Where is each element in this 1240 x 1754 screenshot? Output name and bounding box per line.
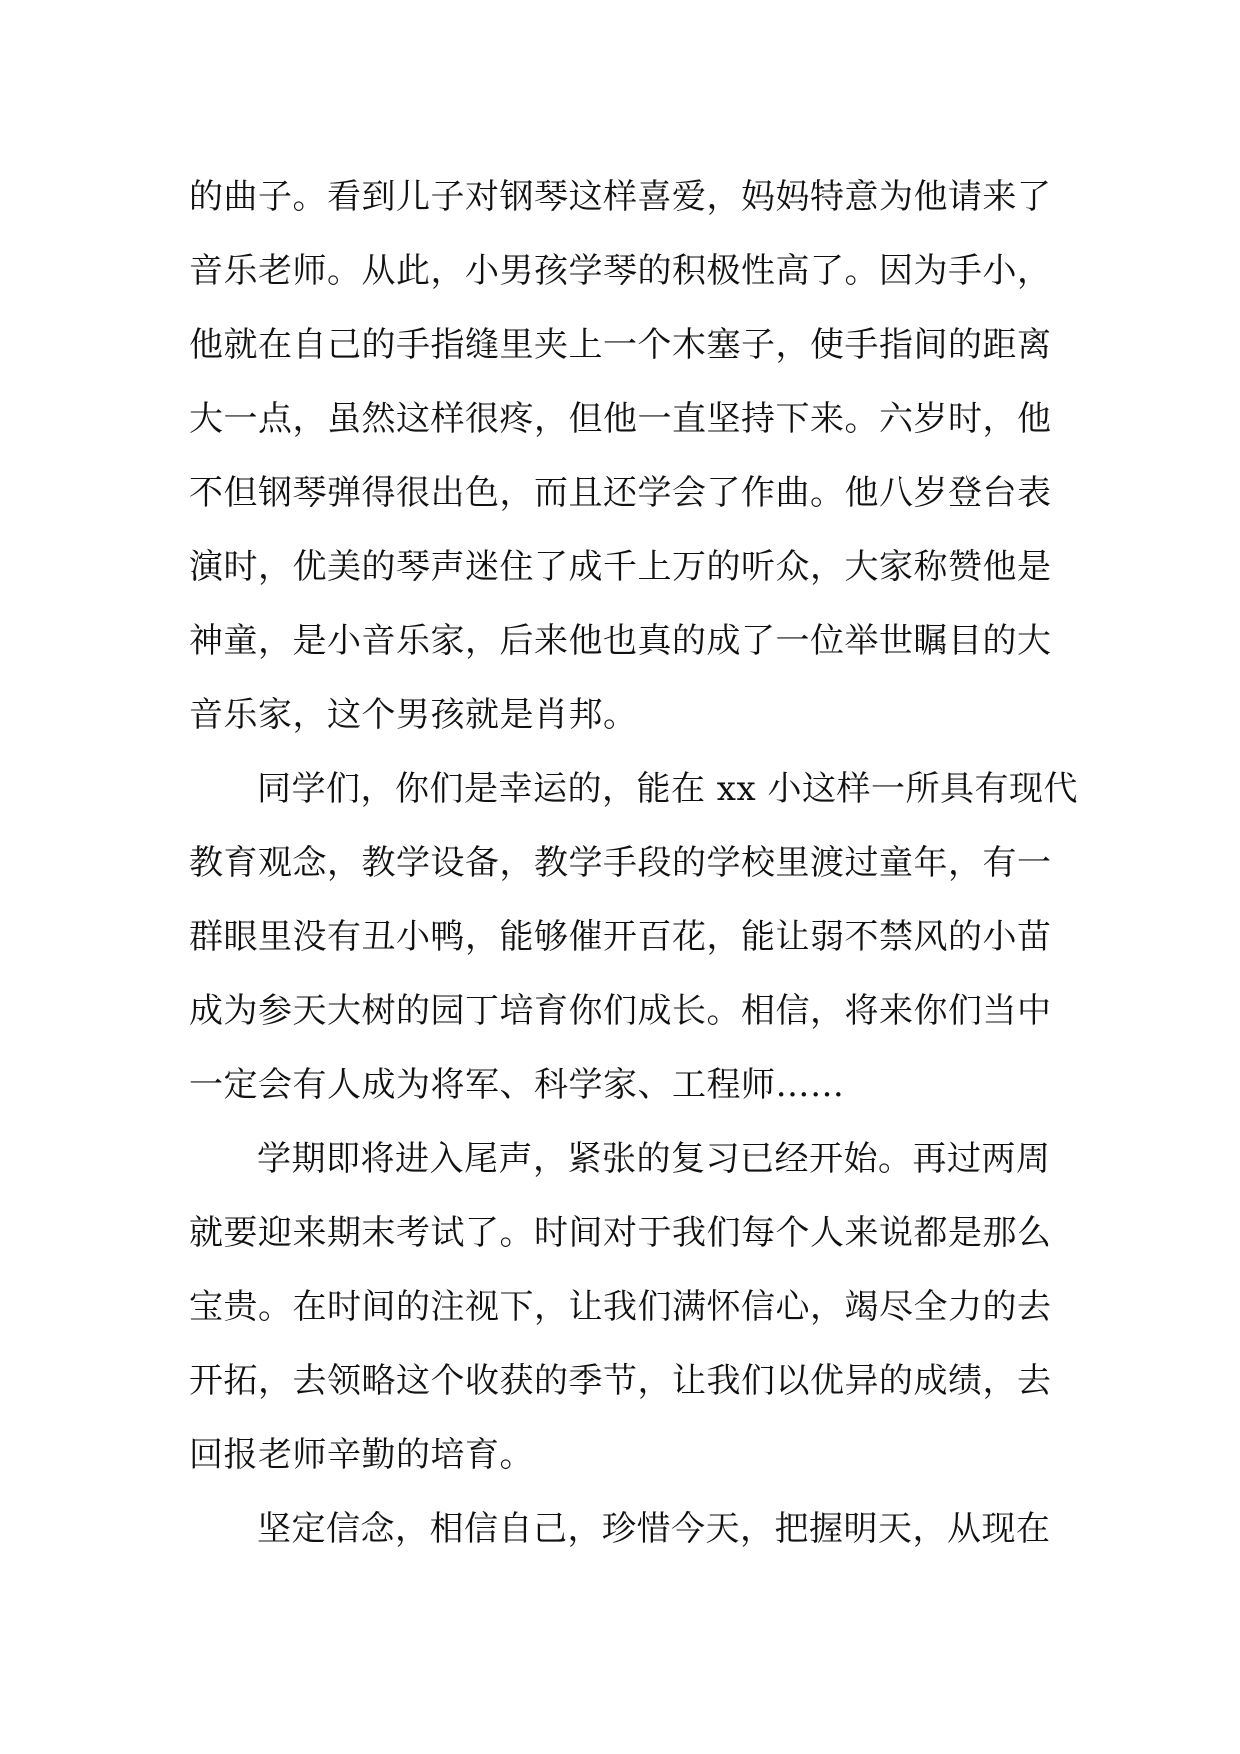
text-line: 就要迎来期末考试了。时间对于我们每个人来说都是那么 [189,1213,1052,1253]
text-line: 音乐老师。从此，小男孩学琴的积极性高了。因为手小， [189,251,1052,291]
text-line: 他就在自己的手指缝里夹上一个木塞子，使手指间的距离 [189,325,1052,365]
text-line: 学期即将进入尾声，紧张的复习已经开始。再过两周 [257,1139,1051,1179]
body-text [189,168,1078,1574]
text-line: 不但钢琴弹得很出色，而且还学会了作曲。他八岁登台表 [189,473,1052,513]
paragraph-4 [189,1500,1061,1574]
text-line: 成为参天大树的园丁培育你们成长。相信，将来你们当中 [189,991,1052,1031]
text-line: 的曲子。看到儿子对钢琴这样喜爱，妈妈特意为他请来了 [189,177,1052,217]
text-line: 音乐家，这个男孩就是肖邦。 [189,695,638,735]
paragraph-1 [189,168,1061,760]
text-line: 大一点，虽然这样很疼，但他一直坚持下来。六岁时，他 [189,399,1052,439]
text-line: 群眼里没有丑小鸭，能够催开百花，能让弱不禁风的小苗 [189,917,1052,957]
text-line: 教育观念，教学设备，教学手段的学校里渡过童年，有一 [189,843,1052,883]
paragraph-3 [189,1130,1061,1500]
text-line: 坚定信念，相信自己，珍惜今天，把握明天，从现在 [257,1509,1051,1549]
text-line: 回报老师辛勤的培育。 [189,1435,534,1475]
text-line: 一定会有人成为将军、科学家、工程师…… [189,1065,845,1105]
paragraph-2 [189,760,1078,1130]
text-line: 同学们，你们是幸运的，能在 xx 小这样一所具有现代 [257,769,1078,809]
text-line: 演时，优美的琴声迷住了成千上万的听众，大家称赞他是 [189,547,1052,587]
text-line: 宝贵。在时间的注视下，让我们满怀信心，竭尽全力的去 [189,1287,1052,1327]
text-line: 神童，是小音乐家，后来他也真的成了一位举世瞩目的大 [189,621,1052,661]
text-line: 开拓，去领略这个收获的季节，让我们以优异的成绩，去 [189,1361,1052,1401]
